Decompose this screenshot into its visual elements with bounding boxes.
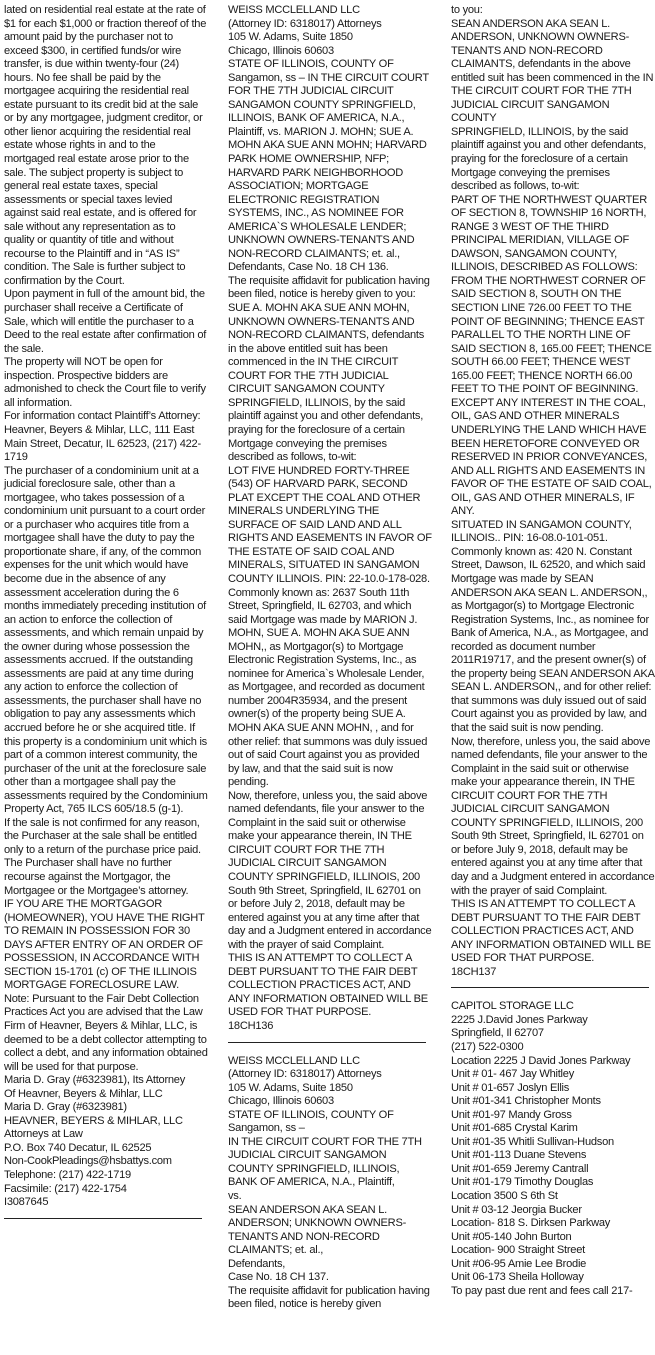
- attorney-signature-block: [4, 1074, 208, 1209]
- notice-18ch136: [228, 4, 432, 1034]
- signature-line: Facsimile: (217) 422-1754: [4, 1182, 127, 1195]
- homeowner-rights-paragraph: IF YOU ARE THE MORTGAGOR (HOMEOWNER), YOU HAVE THE RIGHT TO REMAIN IN POSSESSION FOR 30 DAYS AFTER ENTRY OF AN ORDER OF POSSESSION, IN ACCORDANCE WITH SECTION 15-1701 (c) OF THE ILLINOIS MORTGAGE FORECLOSURE LAW.: [4, 898, 205, 992]
- fdcpa-statement: THIS IS AN ATTEMPT TO COLLECT A DEBT PURSUANT TO THE FAIR DEBT COLLECTION PRACTICES ACT, AND ANY INFORMATION OBTAINED WILL BE USED FOR THAT PURPOSE.: [451, 898, 651, 965]
- notice-divider: [228, 1042, 426, 1043]
- answer-deadline-paragraph: Now, therefore, unless you, the said above named defendants, file your answer to the Complaint in the said suit or otherwise make your appearance therein, IN THE CIRCUIT COURT FOR THE 7TH JUDICIAL CIRCUIT SANGAMON COUNTY SPRINGFIELD, ILLINOIS, 200 South 9th Street, Springfield, IL 62701 on or before July 2, 2018, default may be entered against you at any time after that day and a Judgment entered in accordance with the prayer of said Complaint.: [228, 789, 432, 951]
- storage-line: Location 2225 J David Jones Parkway: [451, 1054, 631, 1067]
- to-you-line: to you:: [451, 4, 483, 16]
- sale-fee-paragraph: lated on residential real estate at the rate of $1 for each $1,000 or fraction thereof of the amount paid by the purchaser not to exceed $300, in certified funds/or wire transfer, is due within twenty-four (24) hours. No fee shall be paid by the mortgagee acquiring the residential real estate pursuant to its credit bid at the sale or by any mortgagee, judgment creditor, or other lienor acquiring the residential real estate whose rights in and to the mortgaged real estate arose prior to the sale. The subject property is subject to general real estate taxes, special assessments or special taxes levied against said real estate, and is offered for sale without any representation as to quality or quantity of title and without recourse to the Plaintiff and in “AS IS” condition. The Sale is further subject to confirmation by the Court.: [4, 4, 207, 287]
- firm-address-line: Chicago, Illinois 60603: [228, 1095, 334, 1108]
- signature-line: Attorneys at Law: [4, 1128, 83, 1141]
- signature-line: Telephone: (217) 422-1719: [4, 1169, 131, 1182]
- firm-address-line: 105 W. Adams, Suite 1850: [228, 1081, 353, 1094]
- answer-deadline-paragraph: Now, therefore, unless you, the said above named defendants, file your answer to the Complaint in the said suit or otherwise make your appearance therein, IN THE CIRCUIT COURT FOR THE 7TH JUDICIAL CIRCUIT SANGAMON COUNTY SPRINGFIELD, ILLINOIS, 200 South 9th Street, Springfield, IL 62701 on or before July 9, 2018, default may be entered against you at any time after that day and a Judgment entered in accordance with the prayer of said Complaint.: [451, 735, 655, 897]
- inspection-paragraph: The property will NOT be open for inspection. Prospective bidders are admonished to check the Court file to verify all information.: [4, 356, 206, 409]
- notice-18ch137-start: [228, 1055, 432, 1312]
- notice-body: SEAN ANDERSON AKA SEAN L. ANDERSON, UNKNOWN OWNERS-TENANTS AND NON-RECORD CLAIMANTS, defendants in the above entitled suit has been commenced in the IN THE CIRCUIT COURT FOR THE 7TH JUDICIAL CIRCUIT SANGAMON COUNTY: [451, 17, 654, 125]
- storage-line: Location- 900 Straight Street: [451, 1244, 585, 1257]
- signature-line: Of Heavner, Beyers & Mihlar, LLC: [4, 1087, 163, 1100]
- notice-id: I3087645: [4, 1196, 49, 1209]
- storage-line: Unit #05-140 John Burton: [451, 1230, 572, 1243]
- notice-divider: [4, 1218, 202, 1219]
- notice-body: SUE A. MOHN AKA SUE ANN MOHN, UNKNOWN OWNERS-TENANTS AND NON-RECORD CLAIMANTS, defendants in the above entitled suit has been commenced in the IN THE CIRCUIT COURT FOR THE 7TH JUDICIAL CIRCUIT SANGAMON COUNTY SPRINGFIELD, ILLINOIS, by the said plaintiff against you and other defendants, praying for the foreclosure of a certain Mortgage conveying the premises described as follows, to-wit:: [228, 302, 425, 464]
- affidavit-statement: The requisite affidavit for publication having been filed, notice is hereby given: [228, 1284, 430, 1311]
- mineral-exception: EXCEPT ANY INTEREST IN THE COAL, OIL, GAS AND OTHER MINERALS UNDERLYING THE LAND WHICH HAVE BEEN HERETOFORE CONVEYED OR RESERVED IN PRIOR CONVEYANCES, AND ALL RIGHTS AND EASEMENTS IN FAVOR OF THE ESTATE OF SAID COAL, OIL, GAS AND OTHER MINERALS, IF ANY.: [451, 396, 652, 518]
- legal-description: LOT FIVE HUNDRED FORTY-THREE (543) OF HARVARD PARK, SECOND PLAT EXCEPT THE COAL AND OTHER MINERALS UNDERLYING THE SURFACE OF SAID LAND AND ALL RIGHTS AND EASEMENTS IN FAVOR OF THE ESTATE OF SAID COAL AND MINERALS, SITUATED IN SANGAMON COUNTY ILLINOIS. PIN: 22-10.0-178-028. Commonly known as: 2637 South 11th Street, Springfield, IL 62703, and which said Mortgage was made by MARION J. MOHN, SUE A. MOHN AKA SUE ANN MOHN,, as Mortgagor(s) to Mortgage Electronic Registration Systems, Inc., as nominee for America`s Wholesale Lender, as Mortgagee, and recorded as document number 2004R35934, and the present owner(s) of the property being SUE A. MOHN AKA SUE ANN MOHN, , and for other relief: that summons was duly issued out of said Court against you as provided by law, and that the said suit is now pending.: [228, 464, 432, 789]
- signature-line: Non-CookPleadings@hsbattys.com: [4, 1155, 172, 1168]
- storage-line: Location 3500 S 6th St: [451, 1190, 558, 1203]
- storage-city: Springfield, Il 62707: [451, 1027, 544, 1040]
- storage-line: Unit 06-173 Sheila Holloway: [451, 1271, 584, 1284]
- versus-line: vs.: [228, 1190, 242, 1203]
- sale-not-confirmed-paragraph: If the sale is not confirmed for any reason, the Purchaser at the sale shall be entitled only to a return of the purchase price paid. The Purchaser shall have no further recourse against the Mortgagor, the Mortgagee or the Mortgagee’s attorney.: [4, 816, 201, 897]
- storage-phone: (217) 522-0300: [451, 1041, 524, 1054]
- signature-line: P.O. Box 740 Decatur, IL 62525: [4, 1141, 152, 1154]
- signature-line: HEAVNER, BEYERS & MIHLAR, LLC: [4, 1114, 183, 1127]
- court-line: IN THE CIRCUIT COURT FOR THE 7TH JUDICIAL CIRCUIT SANGAMON COUNTY SPRINGFIELD, ILLINOIS,: [228, 1135, 422, 1175]
- fdcpa-note-paragraph: Note: Pursuant to the Fair Debt Collection Practices Act you are advised that the Law Firm of Heavner, Beyers & Mihlar, LLC, is deemed to be a debt collector attempting to collect a debt, and any information obtained will be used for that purpose.: [4, 992, 208, 1073]
- signature-line: Maria D. Gray (#6323981), Its Attorney: [4, 1074, 186, 1087]
- attorney-id: (Attorney ID: 6318017) Attorneys: [228, 17, 382, 30]
- defendants-line: SEAN ANDERSON AKA SEAN L. ANDERSON; UNKNOWN OWNERS-TENANTS AND NON-RECORD CLAIMANTS; et. al.,: [228, 1203, 407, 1257]
- column-3: [451, 4, 655, 1298]
- affidavit-statement: The requisite affidavit for publication having been filed, notice is hereby given to you:: [228, 274, 430, 301]
- case-number: Case No. 18 CH 137.: [228, 1271, 329, 1284]
- legal-description: PART OF THE NORTHWEST QUARTER OF SECTION 8, TOWNSHIP 16 NORTH, RANGE 3 WEST OF THE THIRD PRINCIPAL MERIDIAN, VILLAGE OF DAWSON, SANGAMON COUNTY, ILLINOIS, DESCRIBED AS FOLLOWS: FROM THE NORTHWEST CORNER OF SAID SECTION 8, SOUTH ON THE SECTION LINE 726.00 FEET TO THE POINT OF BEGINNING; THENCE EAST PARALLEL TO THE NORTH LINE OF SAID SECTION 8, 165.00 FEET; THENCE SOUTH 66.00 FEET; THENCE WEST 165.00 FEET; THENCE NORTH 66.00 FEET TO THE POINT OF BEGINNING.: [451, 193, 652, 396]
- contact-paragraph: For information contact Plaintiff’s Attorney: Heavner, Beyers & Mihlar, LLC, 111 East Main Street, Decatur, IL 62523, (217) 422-1719: [4, 410, 201, 464]
- attorney-id: (Attorney ID: 6318017) Attorneys: [228, 1068, 382, 1081]
- storage-line: Unit #01-35 Whitli Sullivan-Hudson: [451, 1135, 614, 1148]
- notice-divider: [451, 987, 649, 988]
- fdcpa-statement: THIS IS AN ATTEMPT TO COLLECT A DEBT PURSUANT TO THE FAIR DEBT COLLECTION PRACTICES ACT, AND ANY INFORMATION OBTAINED WILL BE USED FOR THAT PURPOSE.: [228, 952, 428, 1019]
- notice-code: 18CH136: [228, 1020, 274, 1033]
- storage-line: Unit #06-95 Amie Lee Brodie: [451, 1257, 587, 1270]
- state-county-line: STATE OF ILLINOIS, COUNTY OF Sangamon, ss –: [228, 1108, 394, 1135]
- signature-line: Maria D. Gray (#6323981): [4, 1101, 127, 1114]
- storage-line: Unit #01-659 Jeremy Cantrall: [451, 1162, 589, 1175]
- notice-18ch137-continued: [451, 4, 655, 979]
- storage-auction-notice: [451, 1000, 655, 1298]
- storage-address: 2225 J.David Jones Parkway: [451, 1013, 588, 1026]
- plaintiff-line: BANK OF AMERICA, N.A., Plaintiff,: [228, 1176, 395, 1189]
- storage-line: Unit # 01- 467 Jay Whitley: [451, 1068, 574, 1081]
- storage-line: Unit #01-113 Duane Stevens: [451, 1149, 587, 1162]
- condominium-paragraph: The purchaser of a condominium unit at a judicial foreclosure sale, other than a mortgagee, who takes possession of a condominium unit pursuant to a court order or a purchaser who acquires title from a mortgagee shall have the duty to pay the proportionate share, if any, of the common expenses for the unit which would have become due in the absence of any assessment acceleration during the 6 months immediately preceding institution of an action to enforce the collection of assessments, and which remain unpaid by the owner during whose possession the assessments accrued. If the outstanding assessments are paid at any time during any action to enforce the collection of assessments, the purchaser shall have no obligation to pay any assessments which accrued before he or she acquired title. If this property is a condominium unit which is part of a common interest community, the purchaser of the unit at the foreclosure sale other than a mortgagee shall pay the assessments required by the Condominium Property Act, 765 ILCS 605/18.5 (g-1).: [4, 464, 208, 816]
- defendants-label: Defendants,: [228, 1257, 286, 1270]
- certificate-of-sale-paragraph: Upon payment in full of the amount bid, the purchaser shall receive a Certificate of Sale, which will entitle the purchaser to a Deed to the real estate after confirmation of the sale.: [4, 288, 207, 355]
- storage-line: Unit #01-341 Christopher Monts: [451, 1095, 601, 1108]
- storage-line: Unit #01-97 Mandy Gross: [451, 1108, 572, 1121]
- storage-line: Unit # 03-12 Jeorgia Bucker: [451, 1203, 582, 1216]
- notice-body-continued: SPRINGFIELD, ILLINOIS, by the said plaintiff against you and other defendants, praying for the foreclosure of a certain Mortgage conveying the premises described as follows, to-wit:: [451, 125, 647, 193]
- case-caption: STATE OF ILLINOIS, COUNTY OF Sangamon, ss – IN THE CIRCUIT COURT FOR THE 7TH JUDICIAL CIRCUIT SANGAMON COUNTY SPRINGFIELD, ILLINOIS, BANK OF AMERICA, N.A., Plaintiff, vs. MARION J. MOHN; SUE A. MOHN AKA SUE ANN MOHN; HARVARD PARK HOME OWNERSHIP, NFP; HARVARD PARK NEIGHBORHOOD ASSOCIATION; MORTGAGE ELECTRONIC REGISTRATION SYSTEMS, INC., AS NOMINEE FOR AMERICA`S WHOLESALE LENDER; UNKNOWN OWNERS-TENANTS AND NON-RECORD CLAIMANTS; et. al., Defendants, Case No. 18 CH 136.: [228, 58, 429, 274]
- notice-code: 18CH137: [451, 965, 497, 978]
- storage-line: Unit # 01-657 Joslyn Ellis: [451, 1081, 570, 1094]
- storage-line: To pay past due rent and fees call 217-: [451, 1284, 633, 1297]
- storage-company-name: CAPITOL STORAGE LLC: [451, 1000, 574, 1013]
- firm-address-line: 105 W. Adams, Suite 1850: [228, 31, 353, 44]
- column-2: [228, 4, 432, 1312]
- property-situated-paragraph: SITUATED IN SANGAMON COUNTY, ILLINOIS.. PIN: 16-08.0-101-051. Commonly known as: 420 N. Constant Street, Dawson, IL 62520, and which said Mortgage was made by SEAN ANDERSON AKA SEAN L. ANDERSON,, as Mortgagor(s) to Mortgage Electronic Registration Systems, Inc., as nominee for Bank of America, N.A., as Mortgagee, and recorded as document number 2011R19717, and the present owner(s) of the property being SEAN ANDERSON AKA SEAN L. ANDERSON,, and for other relief: that summons was duly issued out of said Court against you as provided by law, and that the said suit is now pending.: [451, 518, 655, 734]
- firm-name: WEISS MCCLELLAND LLC: [228, 4, 360, 16]
- column-1: [4, 4, 208, 1231]
- storage-line: Unit #01-685 Crystal Karim: [451, 1122, 578, 1135]
- storage-line: Unit #01-179 Timothy Douglas: [451, 1176, 594, 1189]
- firm-name: WEISS MCCLELLAND LLC: [228, 1054, 360, 1067]
- storage-line: Location- 818 S. Dirksen Parkway: [451, 1217, 611, 1230]
- firm-address-line: Chicago, Illinois 60603: [228, 44, 334, 57]
